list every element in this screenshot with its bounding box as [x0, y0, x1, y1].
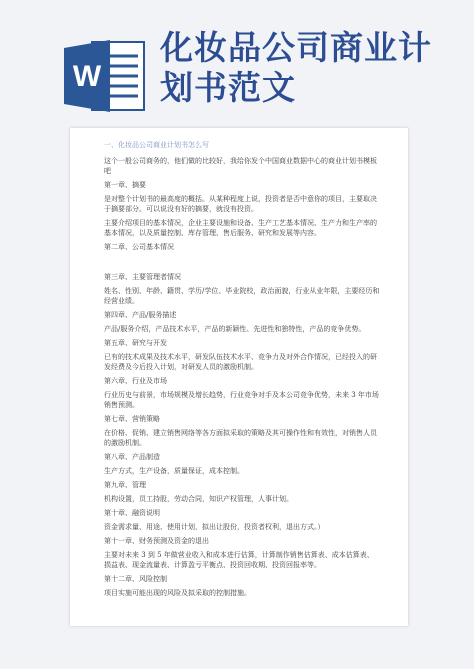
page-title — [160, 28, 460, 108]
chapter-1-paragraph-1: 是对整个计划书的最高度的概括。从某种程度上说，投资者是否中意你的项目，主要取决于摘要部分。可以说没有好的摘要，就没有投资。 — [104, 195, 377, 213]
word-document-icon — [62, 38, 148, 114]
chapter-3-heading: 第三章、主要管理者情况 — [104, 273, 181, 281]
chapter-9-paragraph: 机构设置，员工持股，劳动合同，知识产权管理，人事计划。 — [104, 495, 293, 503]
chapter-12-paragraph: 项目实施可能出现的风险及拟采取的控制措施。 — [104, 589, 251, 597]
document-body — [104, 140, 380, 598]
chapter-1-heading: 第一章、摘要 — [104, 181, 146, 189]
document-title: 一、化妆品公司商业计划书怎么写 — [104, 141, 209, 149]
chapter-12-heading: 第十二章、风险控制 — [104, 575, 167, 583]
chapter-4-paragraph: 产品/服务介绍，产品技术水平，产品的新颖性、先进性和独特性，产品的竞争优势。 — [104, 325, 366, 333]
logo-letter: W — [72, 60, 102, 93]
page-title-line-1: 化妆品公司商业计 — [160, 28, 432, 67]
chapter-2-heading: 第二章、公司基本情况 — [104, 243, 174, 251]
page-title-line-2: 划书范文 — [160, 68, 296, 107]
chapter-3-paragraph: 姓名、性别、年龄、籍贯、学历/学位、毕业院校，政治面貌，行业从业年限，主要经历和经营业绩。 — [104, 287, 380, 305]
chapter-8-heading: 第八章、产品制造 — [104, 453, 160, 461]
header — [0, 0, 474, 128]
chapter-11-heading: 第十一章、财务预测及资金的退出 — [104, 537, 209, 545]
chapter-7-paragraph: 在价格、促销、建立销售网络等各方面拟采取的策略及其可操作性和有效性，对销售人员的激励机制。 — [104, 429, 377, 447]
chapter-7-heading: 第七章、营销策略 — [104, 415, 160, 423]
chapter-6-paragraph: 行业历史与前景，市场规模及增长趋势，行业竞争对手及本公司竞争优势，未来 3 年市场销售预测。 — [104, 391, 379, 409]
document-preview — [70, 128, 408, 626]
chapter-6-heading: 第六章、行业及市场 — [104, 377, 167, 385]
intro-paragraph: 这个一般公司商务的，他们做的比较好，我给你发个中国商业数据中心的商业计划书模板吧 — [104, 157, 377, 175]
chapter-1-paragraph-2: 主要介绍项目的基本情况，企业主要设施和设备、生产工艺基本情况、生产力和生产率的基本情况，以及质量控制、库存管理、售后服务、研究和发展等内容。 — [104, 219, 377, 237]
chapter-5-heading: 第五章、研究与开发 — [104, 339, 167, 347]
chapter-11-paragraph: 主要对未来 3 到 5 年做营业收入和成本进行估算，计算制作销售估算表、成本估算表、损益表、现金流量表、计算盈亏平衡点、投资回收期、投资回报率等。 — [104, 551, 374, 569]
chapter-4-heading: 第四章、产品/服务描述 — [104, 311, 177, 319]
chapter-8-paragraph: 生产方式，生产设备，质量保证，成本控制。 — [104, 467, 244, 475]
chapter-10-heading: 第十章、融资说明 — [104, 509, 160, 517]
chapter-5-paragraph: 已有的技术成果及技术水平，研发队伍技术水平、竞争力及对外合作情况，已经投入的研发经费及今后投入计划，对研发人员的激励机制。 — [104, 353, 377, 371]
chapter-9-heading: 第九章、管理 — [104, 481, 146, 489]
chapter-10-paragraph: 资金需求量、用途、使用计划，拟出让股份，投资者权利，退出方式。） — [104, 523, 325, 531]
